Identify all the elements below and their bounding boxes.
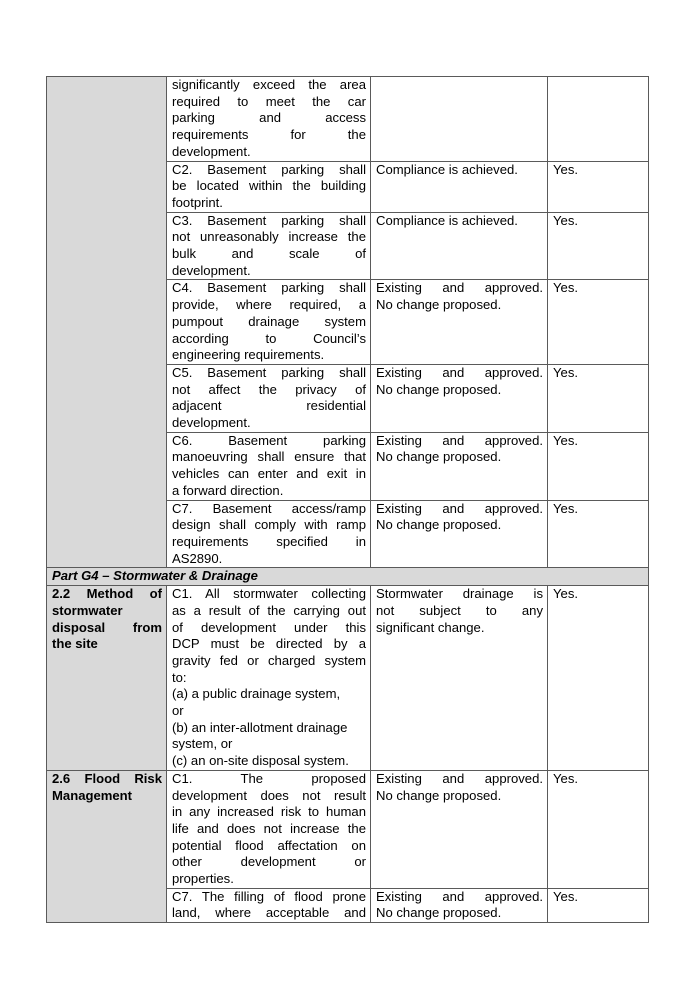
text-line: of development under this xyxy=(172,619,366,635)
text-line: not affect the privacy of xyxy=(172,381,366,397)
complies-text: Yes. xyxy=(553,161,578,177)
text-line: according to Council’s xyxy=(172,330,366,346)
response-text: Compliance is achieved. xyxy=(376,212,518,228)
text-line: bulk and scale of xyxy=(172,246,366,262)
complies-cell xyxy=(548,77,649,162)
requirement-cell xyxy=(167,586,371,771)
text-line: not subject to any xyxy=(376,602,543,618)
heading-line: Management xyxy=(52,787,133,803)
requirement-cell xyxy=(167,888,371,922)
response-cell xyxy=(371,161,548,212)
complies-cell xyxy=(548,432,649,500)
text-line: parking and access xyxy=(172,110,366,126)
text-line: a forward direction. xyxy=(172,482,284,498)
text-line: No change proposed. xyxy=(376,381,502,397)
text-line: No change proposed. xyxy=(376,517,502,533)
table-row xyxy=(47,770,649,888)
response-cell xyxy=(371,212,548,280)
text-line: development does not result xyxy=(172,787,366,803)
text-line: footprint. xyxy=(172,194,223,210)
complies-text: Yes. xyxy=(553,888,578,904)
complies-cell xyxy=(548,586,649,771)
requirement-cell xyxy=(167,500,371,568)
text-line: C2. Basement parking shall xyxy=(172,161,366,177)
text-line: potential flood affectation on xyxy=(172,837,366,853)
text-line: engineering requirements. xyxy=(172,347,325,363)
requirement-cell xyxy=(167,212,371,280)
text-line: C5. Basement parking shall xyxy=(172,364,366,380)
text-line: Existing and approved. xyxy=(376,364,543,380)
text-line: or xyxy=(172,703,184,719)
complies-cell xyxy=(548,364,649,432)
table-row xyxy=(47,77,649,162)
text-line: properties. xyxy=(172,871,234,887)
text-line: adjacent residential xyxy=(172,398,366,414)
response-cell xyxy=(371,888,548,922)
complies-cell xyxy=(548,500,649,568)
requirement-cell xyxy=(167,770,371,888)
text-line: significant change. xyxy=(376,619,485,635)
text-line: C6. Basement parking xyxy=(172,432,366,448)
text-line: as a result of the carrying out xyxy=(172,602,366,618)
text-line: Existing and approved. xyxy=(376,432,543,448)
complies-cell xyxy=(548,888,649,922)
text-line: manoeuvring shall ensure that xyxy=(172,449,366,465)
response-cell xyxy=(371,77,548,162)
text-line: C4. Basement parking shall xyxy=(172,280,366,296)
text-line: land, where acceptable and xyxy=(172,905,366,921)
control-heading-cell xyxy=(47,770,167,922)
text-line: AS2890. xyxy=(172,550,223,566)
heading-line: disposal from xyxy=(52,619,162,635)
text-line: Existing and approved. xyxy=(376,770,543,786)
text-line: C7. The filling of flood prone xyxy=(172,888,366,904)
complies-cell xyxy=(548,212,649,280)
response-cell xyxy=(371,500,548,568)
text-line: development. xyxy=(172,262,251,278)
text-line: (b) an inter-allotment drainage xyxy=(172,719,348,735)
control-heading-cell xyxy=(47,77,167,568)
text-line: DCP must be directed by a xyxy=(172,636,366,652)
complies-text: Yes. xyxy=(553,432,578,448)
section-header-row xyxy=(47,568,649,586)
requirement-cell xyxy=(167,432,371,500)
text-line: development. xyxy=(172,143,251,159)
heading-line: 2.2 Method of xyxy=(52,586,162,602)
complies-text: Yes. xyxy=(553,770,578,786)
complies-text: Yes. xyxy=(553,364,578,380)
text-line: C7. Basement access/ramp xyxy=(172,500,366,516)
requirement-cell xyxy=(167,161,371,212)
text-line: life and does not increase the xyxy=(172,820,366,836)
text-line: system, or xyxy=(172,736,233,752)
complies-text: Yes. xyxy=(553,500,578,516)
complies-text: Yes. xyxy=(553,586,578,602)
control-heading-cell xyxy=(47,586,167,771)
response-cell xyxy=(371,770,548,888)
response-cell xyxy=(371,280,548,365)
requirement-cell xyxy=(167,77,371,162)
text-line: Existing and approved. xyxy=(376,888,543,904)
text-line: No change proposed. xyxy=(376,449,502,465)
text-line: (a) a public drainage system, xyxy=(172,686,341,702)
text-line: requirements specified in xyxy=(172,533,366,549)
table-row xyxy=(47,586,649,771)
text-line: significantly exceed the area xyxy=(172,77,366,92)
requirement-cell xyxy=(167,364,371,432)
response-cell xyxy=(371,432,548,500)
complies-cell xyxy=(548,161,649,212)
text-line: Existing and approved. xyxy=(376,280,543,296)
text-line: (c) an on-site disposal system. xyxy=(172,753,349,769)
text-line: design shall comply with ramp xyxy=(172,517,366,533)
complies-cell xyxy=(548,770,649,888)
text-line: provide, where required, a xyxy=(172,297,366,313)
text-line: C3. Basement parking shall xyxy=(172,212,366,228)
complies-text: Yes. xyxy=(553,212,578,228)
response-text: Compliance is achieved. xyxy=(376,161,518,177)
complies-text: Yes. xyxy=(553,280,578,296)
response-cell xyxy=(371,586,548,771)
text-line: not unreasonably increase the xyxy=(172,229,366,245)
text-line: requirements for the xyxy=(172,127,366,143)
section-title: Part G4 – Stormwater & Drainage xyxy=(47,568,649,586)
response-cell xyxy=(371,364,548,432)
text-line: C1. The proposed xyxy=(172,770,366,786)
text-line: to: xyxy=(172,669,187,685)
compliance-table xyxy=(46,76,649,923)
text-line: No change proposed. xyxy=(376,905,502,921)
requirement-cell xyxy=(167,280,371,365)
complies-cell xyxy=(548,280,649,365)
text-line: C1. All stormwater collecting xyxy=(172,586,366,602)
heading-line: the site xyxy=(52,636,98,652)
text-line: in any increased risk to human xyxy=(172,804,366,820)
text-line: required to meet the car xyxy=(172,93,366,109)
text-line: No change proposed. xyxy=(376,297,502,313)
text-line: pumpout drainage system xyxy=(172,313,366,329)
text-line: Existing and approved. xyxy=(376,500,543,516)
text-line: No change proposed. xyxy=(376,787,502,803)
heading-line: stormwater xyxy=(52,602,123,618)
text-line: be located within the building xyxy=(172,178,366,194)
text-line: Stormwater drainage is xyxy=(376,586,543,602)
text-line: development. xyxy=(172,415,251,431)
text-line: vehicles can enter and exit in xyxy=(172,466,366,482)
heading-line: 2.6 Flood Risk xyxy=(52,770,162,786)
text-line: other development or xyxy=(172,854,366,870)
text-line: gravity fed or charged system xyxy=(172,652,366,668)
